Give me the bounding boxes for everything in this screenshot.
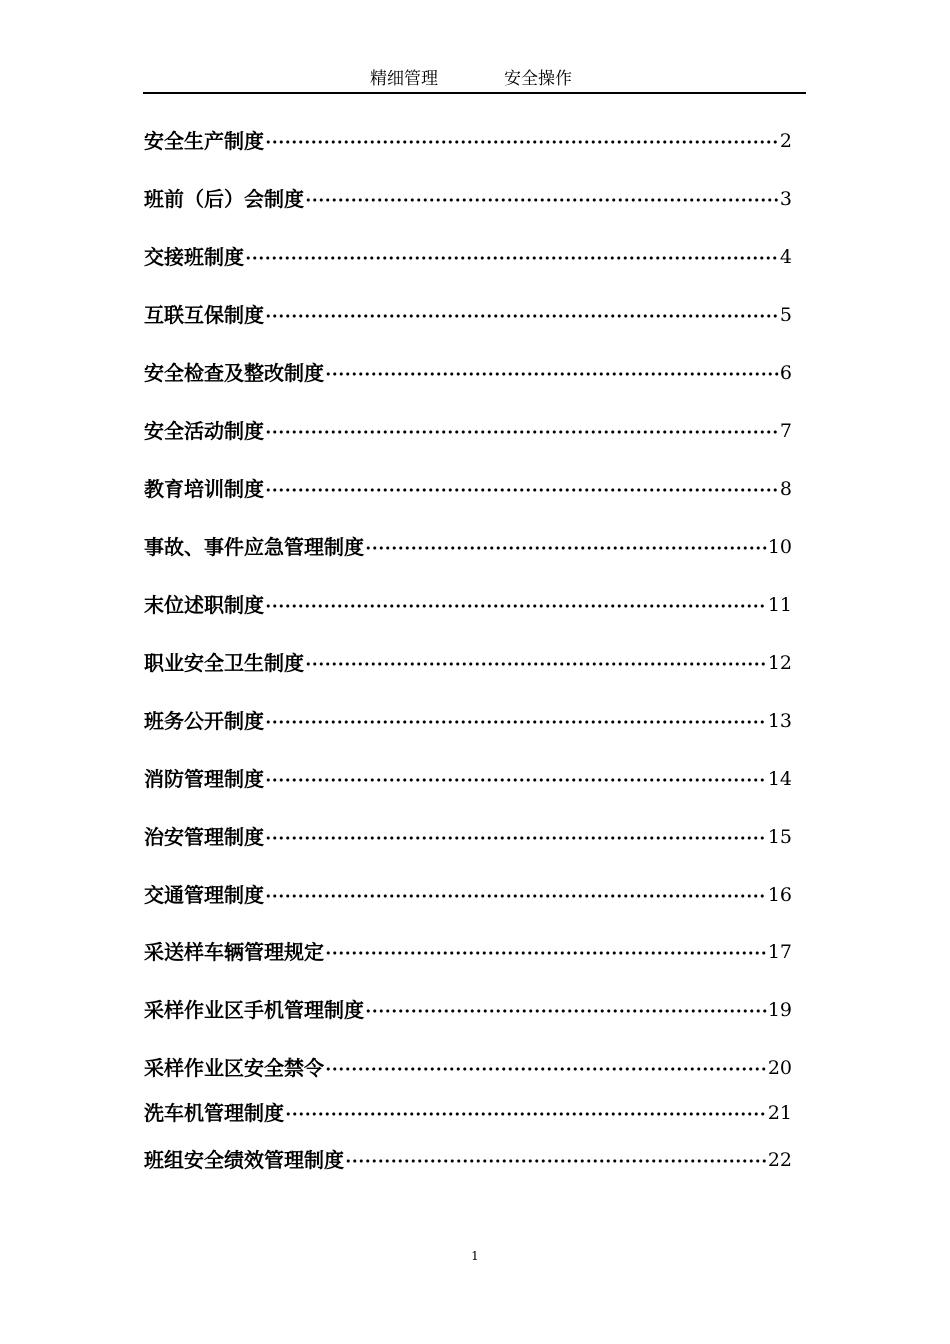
toc-entry-page: 15: [767, 826, 792, 848]
toc-entry-page: 14: [767, 768, 792, 790]
toc-entry-page: 20: [767, 1057, 792, 1079]
toc-entry-title: 教育培训制度: [144, 477, 264, 501]
toc-dot-leader: [265, 601, 767, 611]
header-right-text: 安全操作: [504, 69, 572, 89]
toc-entry-page: 16: [767, 884, 792, 906]
toc-entry-title: 班前（后）会制度: [144, 187, 304, 211]
toc-entry[interactable]: [144, 358, 792, 388]
toc-entry-title: 安全生产制度: [144, 129, 264, 153]
toc-entry-page: 5: [779, 304, 792, 326]
toc-entry-title: 班务公开制度: [144, 709, 264, 733]
toc-entry-title: 交接班制度: [144, 245, 244, 269]
toc-dot-leader: [305, 195, 779, 205]
toc-entry-page: 19: [767, 999, 792, 1021]
toc-entry[interactable]: [144, 126, 792, 156]
page-number: 1: [471, 1249, 479, 1263]
toc-entry-title: 采样作业区安全禁令: [144, 1056, 324, 1080]
toc-entry-page: 12: [767, 652, 792, 674]
toc-entry-title: 治安管理制度: [144, 825, 264, 849]
toc-entry-page: 17: [767, 941, 792, 963]
toc-entry[interactable]: [144, 416, 792, 446]
toc-entry-page: 8: [779, 478, 792, 500]
toc-entry-title: 安全检查及整改制度: [144, 361, 324, 385]
toc-entry-page: 4: [779, 246, 792, 268]
toc-entry[interactable]: [144, 300, 792, 330]
toc-entry-title: 末位述职制度: [144, 593, 264, 617]
toc-dot-leader: [285, 1109, 767, 1119]
toc-entry[interactable]: [144, 1053, 792, 1083]
toc-dot-leader: [265, 427, 779, 437]
toc-entry-page: 11: [767, 594, 792, 616]
toc-entry-page: 6: [779, 362, 792, 384]
toc-entry-title: 安全活动制度: [144, 419, 264, 443]
toc-entry[interactable]: [144, 474, 792, 504]
toc-entry-title: 洗车机管理制度: [144, 1101, 284, 1125]
toc-entry[interactable]: [144, 648, 792, 678]
toc-dot-leader: [265, 137, 779, 147]
toc-entry-page: 10: [767, 536, 792, 558]
toc-entry-title: 交通管理制度: [144, 883, 264, 907]
toc-entry[interactable]: [144, 764, 792, 794]
toc-entry-page: 13: [767, 710, 792, 732]
header-left-text: 精细管理: [370, 69, 438, 89]
toc-entry[interactable]: [144, 590, 792, 620]
toc-entry-title: 事故、事件应急管理制度: [144, 535, 364, 559]
toc-entry[interactable]: [144, 184, 792, 214]
toc-entry-title: 采送样车辆管理规定: [144, 940, 324, 964]
toc-entry-page: 21: [767, 1102, 792, 1124]
toc-dot-leader: [325, 1064, 767, 1074]
toc-entry-title: 采样作业区手机管理制度: [144, 998, 364, 1022]
toc-dot-leader: [365, 1006, 767, 1016]
toc-entry[interactable]: [144, 880, 792, 910]
toc-entry[interactable]: [144, 706, 792, 736]
toc-entry[interactable]: [144, 995, 792, 1025]
toc-entry-page: 2: [779, 130, 792, 152]
toc-dot-leader: [265, 891, 767, 901]
toc-entry-page: 22: [767, 1149, 792, 1171]
toc-entry[interactable]: [144, 242, 792, 272]
toc-dot-leader: [325, 948, 767, 958]
toc-entry-title: 职业安全卫生制度: [144, 651, 304, 675]
toc-dot-leader: [305, 659, 767, 669]
toc-entry-title: 消防管理制度: [144, 767, 264, 791]
page-header: [143, 66, 806, 94]
toc-entry-page: 3: [779, 188, 792, 210]
toc-dot-leader: [265, 833, 767, 843]
toc-dot-leader: [325, 369, 779, 379]
toc-entry[interactable]: [144, 822, 792, 852]
toc-dot-leader: [265, 775, 767, 785]
toc-entry-title: 互联互保制度: [144, 303, 264, 327]
toc-dot-leader: [265, 485, 779, 495]
toc-entry[interactable]: [144, 1098, 792, 1128]
toc-entry[interactable]: [144, 937, 792, 967]
toc-dot-leader: [345, 1156, 767, 1166]
toc-entry[interactable]: [144, 1145, 792, 1175]
toc-dot-leader: [265, 311, 779, 321]
toc-dot-leader: [265, 717, 767, 727]
toc-dot-leader: [365, 543, 767, 553]
toc-entry-title: 班组安全绩效管理制度: [144, 1148, 344, 1172]
toc-entry-page: 7: [779, 420, 792, 442]
toc-entry[interactable]: [144, 532, 792, 562]
toc-dot-leader: [245, 253, 779, 263]
